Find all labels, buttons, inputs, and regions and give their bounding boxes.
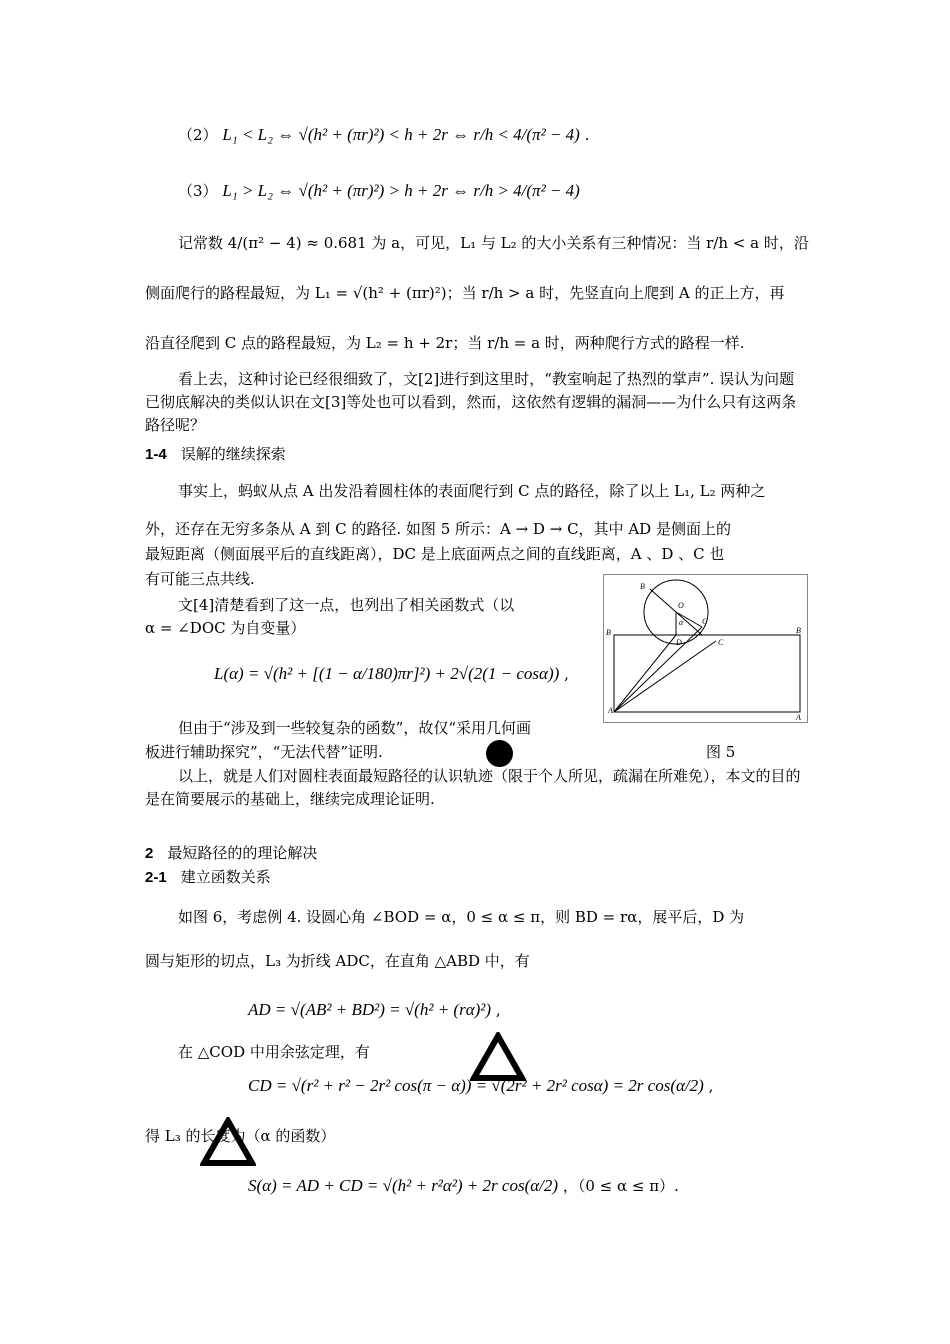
- case-2-label: （2）: [178, 126, 218, 144]
- label-c-mid: C: [718, 638, 724, 647]
- para1-line2: 侧面爬行的路程最短，为 L₁ = √(h² + (πr)²)；当 r/h > a 时，先竖直向上爬到 A 的正上方，再: [145, 284, 785, 302]
- para3-line4: 有可能三点共线.: [145, 570, 255, 588]
- formula-L-alpha-end: ,: [564, 665, 569, 683]
- label-b-right: B: [796, 626, 801, 635]
- label-d: D: [676, 638, 682, 647]
- para2: 看上去，这种讨论已经很细致了，文[2]进行到这里时，“教室响起了热烈的掌声”. 误认为问题已彻底解决的类似认识在文[3]等处也可以看到，然而，这依然有逻辑的漏洞——为什么只有这两条路径呢？: [145, 370, 797, 434]
- section-2-1-heading: [145, 866, 271, 887]
- figure-5-caption: 图 5: [706, 743, 736, 761]
- section-2-title: 最短路径的的理论解决: [167, 845, 318, 862]
- formula-L-alpha-text: L(α) = √(h² + [(1 − α/180)πr]²) + 2√(2(1 − cosα)): [214, 664, 560, 683]
- section-2-1-number: 2-1: [145, 869, 167, 886]
- path-ac2: [614, 641, 716, 712]
- section-2-1-title: 建立函数关系: [180, 869, 271, 886]
- formula-AD-text: AD = √(AB² + BD²) = √(h² + (rα)²): [248, 1000, 492, 1019]
- figure-5-diagram: [604, 575, 807, 722]
- path-ad: [614, 635, 676, 712]
- formula-AD: [248, 1000, 501, 1020]
- formula-AD-end: ,: [495, 1001, 501, 1019]
- path-ac: [614, 627, 702, 712]
- formula-S: [248, 1175, 679, 1196]
- para3-line1: 事实上，蚂蚁从点 A 出发沿着圆柱体的表面爬行到 C 点的路径，除了以上 L₁, L₂ 两种之: [178, 482, 766, 500]
- formula-L-alpha: [214, 664, 569, 684]
- case-2-formula: L₁ < L₂ ⇔ √(h² + (πr)²) < h + 2r ⇔ r/h < 4/(π² − 4): [222, 125, 580, 144]
- formula-S-end: ，（0 ≤ α ≤ π）.: [562, 1177, 679, 1195]
- para9: 得 L₃ 的长度为（α 的函数）: [145, 1127, 336, 1145]
- section-1-4-number: 1-4: [145, 446, 167, 463]
- section-2-heading: [145, 842, 317, 863]
- label-o: O: [678, 601, 684, 610]
- para7-line2: 圆与矩形的切点，L₃ 为折线 ADC，在直角 △ABD 中，有: [145, 952, 530, 970]
- para7-line1: 如图 6，考虑例 4. 设圆心角 ∠BOD = α，0 ≤ α ≤ π，则 BD = rα，展平后，D 为: [178, 908, 745, 926]
- case-3: [178, 180, 580, 201]
- para1-line1: 记常数 4/(π² − 4) ≈ 0.681 为 a，可见，L₁ 与 L₂ 的大小关系有三种情况：当 r/h < a 时，沿: [178, 234, 809, 252]
- label-c-top: C: [702, 617, 708, 626]
- formula-CD-end: ,: [708, 1077, 714, 1095]
- para5-line2: 板进行辅助探究”，“无法代替”证明.: [145, 743, 383, 761]
- formula-CD-text: CD = √(r² + r² − 2r² cos(π − α)) = √(2r² + 2r² cosα) = 2r cos(α/2): [248, 1076, 704, 1095]
- label-b-top: B: [640, 582, 645, 591]
- black-dot-mark: [486, 740, 513, 767]
- label-a-right: A: [796, 713, 801, 722]
- label-a-left: A: [608, 706, 613, 715]
- case-3-label: （3）: [178, 182, 218, 200]
- case-2: [178, 124, 589, 145]
- para8: 在 △COD 中用余弦定理，有: [178, 1043, 370, 1061]
- para3-line3: 最短距离（侧面展平后的直线距离），DC 是上底面两点之间的直线距离，A 、D 、C 也: [145, 545, 725, 563]
- para1-line3: 沿直径爬到 C 点的路程最短，为 L₂ = h + 2r；当 r/h = a 时，两种爬行方式的路程一样.: [145, 334, 745, 352]
- label-b-left: B: [606, 628, 611, 637]
- para6: 以上，就是人们对圆柱表面最短路径的认识轨迹（限于个人所见，疏漏在所难免），本文的目的是在简要展示的基础上，继续完成理论证明.: [145, 767, 801, 808]
- triangle-mark-2: [200, 1117, 256, 1167]
- formula-S-text: S(α) = AD + CD = √(h² + r²α²) + 2r cos(α/2): [248, 1176, 559, 1195]
- para3-line2: 外，还存在无穷多条从 A 到 C 的路径. 如图 5 所示：A → D → C，其中 AD 是侧面上的: [145, 520, 731, 538]
- para4-line2: α = ∠DOC 为自变量）: [145, 619, 306, 637]
- section-1-4-heading: [145, 443, 286, 464]
- section-2-number: 2: [145, 845, 154, 862]
- case-3-formula: L₁ > L₂ ⇔ √(h² + (πr)²) > h + 2r ⇔ r/h > 4/(π² − 4): [222, 181, 580, 200]
- section-1-4-title: 误解的继续探索: [180, 446, 286, 463]
- para4-line1: 文[4]清楚看到了这一点，也列出了相关函数式（以: [178, 596, 515, 614]
- label-alpha: α: [679, 618, 684, 627]
- figure-5: [603, 574, 808, 723]
- unrolled-rectangle: [614, 635, 800, 712]
- case-2-end: .: [584, 126, 590, 144]
- triangle-mark-1: [470, 1032, 526, 1082]
- para5-line1: 但由于“涉及到一些较复杂的函数”，故仅“采用几何画: [178, 719, 532, 737]
